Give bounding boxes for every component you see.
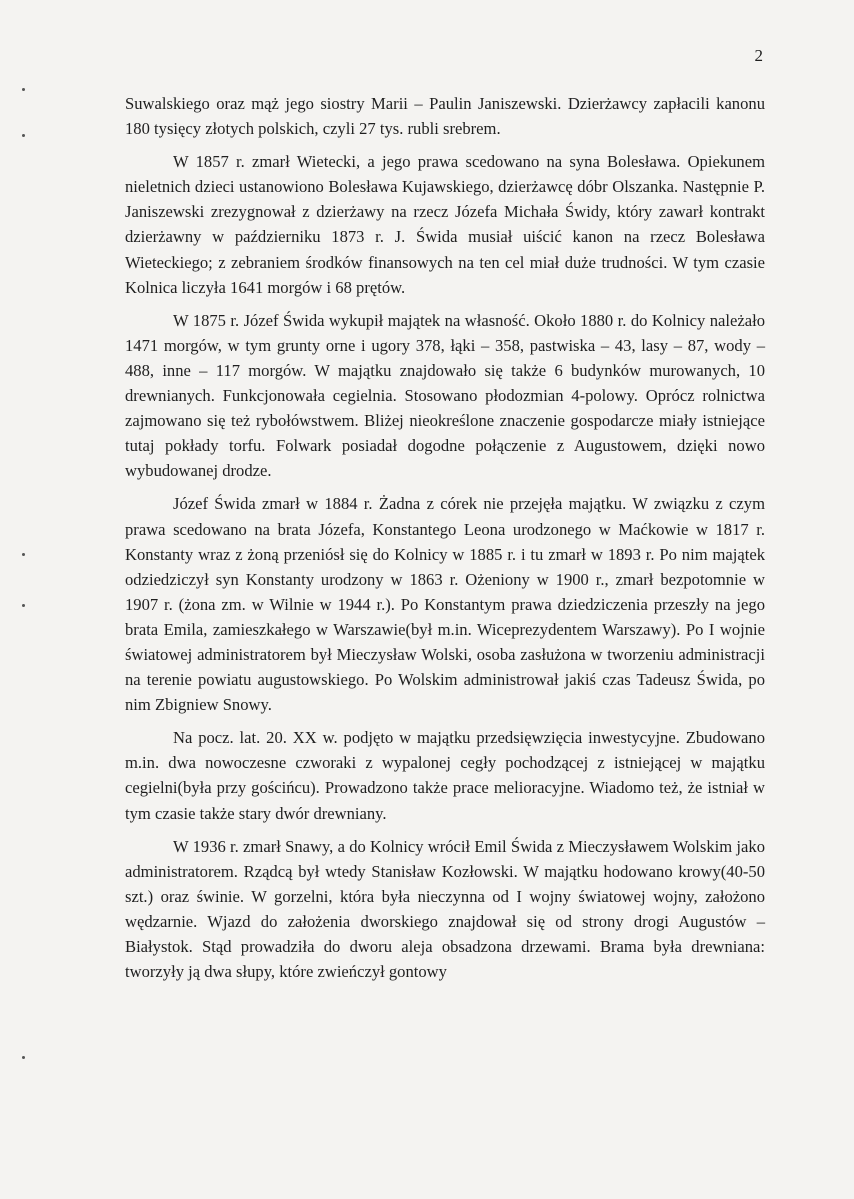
paragraph: Józef Świda zmarł w 1884 r. Żadna z córek nie przejęła majątku. W związku z czym prawa scedowano na brata Józefa, Konstantego Leona urodzonego w Maćkowie w 1817 r. Konstanty wraz z żoną przeniósł się do Kolnicy w 1885 r. i tu zmarł w 1893 r. Po nim majątek odziedziczył syn Konstanty urodzony w 1863 r. Ożeniony w 1900 r., zmarł bezpotomnie w 1907 r. (żona zm. w Wilnie w 1944 r.). Po Konstantym prawa dziedziczenia przeszły na jego brata Emila, zamieszkałego w Warszawie(był m.in. Wiceprezydentem Warszawy). Po I wojnie światowej administratorem był Mieczysław Wolski, osoba zasłużona w tworzeniu administracji na terenie powiatu augustowskiego. Po Wolskim administrował jakiś czas Tadeusz Świda, po nim Zbigniew Snowy. — [125, 494, 765, 715]
page-number: 2 — [754, 46, 763, 65]
paragraph: W 1875 r. Józef Świda wykupił majątek na własność. Około 1880 r. do Kolnicy należało 1471 morgów, w tym grunty orne i ugory 378, łąki – 358, pastwiska – 43, lasy – 87, wody – 488, inne – 117 morgów. W majątku znajdowało się także 6 budynków murowanych, 10 drewnianych. Funkcjonowała cegielnia. Stosowano płodozmian 4-polowy. Oprócz rolnictwa zajmowano się też rybołówstwem. Bliżej nieokreślone znaczenie gospodarcze miały istniejące tutaj pokłady torfu. Folwark posiadał dogodne połączenie z Augustowem, dzięki nowo wybudowanej drodze. — [125, 310, 765, 481]
paragraph: Na pocz. lat. 20. XX w. podjęto w majątku przedsięwzięcia inwestycyjne. Zbudowano m.in. dwa nowoczesne czworaki z wypalonej cegły pochodzącej z istniejącej w majątku cegielni(była przy gościńcu). Prowadzono także prace melioracyjne. Wiadomo też, że istniał w tym czasie także stary dwór drewniany. — [125, 728, 765, 823]
margin-mark — [22, 134, 25, 137]
margin-mark — [22, 1056, 25, 1059]
paragraph: W 1936 r. zmarł Snawy, a do Kolnicy wrócił Emil Świda z Mieczysławem Wolskim jako administratorem. Rządcą był wtedy Stanisław Kozłowski. W majątku hodowano krowy(40-50 szt.) oraz świnie. W gorzelni, która była nieczynna od I wojny światowej wojny, założono wędzarnie. Wjazd do założenia dworskiego znajdował się od strony drogi Augustów – Białystok. Stąd prowadziła do dworu aleja obsadzona drzewami. Brama była drewniana: tworzyły ją dwa słupy, które zwieńczył gontowy — [125, 836, 765, 982]
margin-mark — [22, 604, 25, 607]
paragraph: Suwalskiego oraz mąż jego siostry Marii – Paulin Janiszewski. Dzierżawcy zapłacili kanonu 180 tysięcy złotych polskich, czyli 27 tys. rubli srebrem. — [125, 94, 765, 139]
paragraph: W 1857 r. zmarł Wietecki, a jego prawa scedowano na syna Bolesława. Opiekunem nieletnich dzieci ustanowiono Bolesława Kujawskiego, dzierżawcę dóbr Olszanka. Następnie P. Janiszewski zrezygnował z dzierżawy na rzecz Józefa Michała Świdy, który zawarł kontrakt dzierżawny w październiku 1873 r. J. Świda musiał uiścić kanon na rzecz Bolesława Wieteckiego; z zebraniem środków finansowych na ten cel miał duże trudności. W tym czasie Kolnica liczyła 1641 morgów i 68 prętów. — [125, 152, 765, 297]
document-body — [125, 91, 765, 992]
margin-mark — [22, 553, 25, 556]
margin-mark — [22, 88, 25, 91]
